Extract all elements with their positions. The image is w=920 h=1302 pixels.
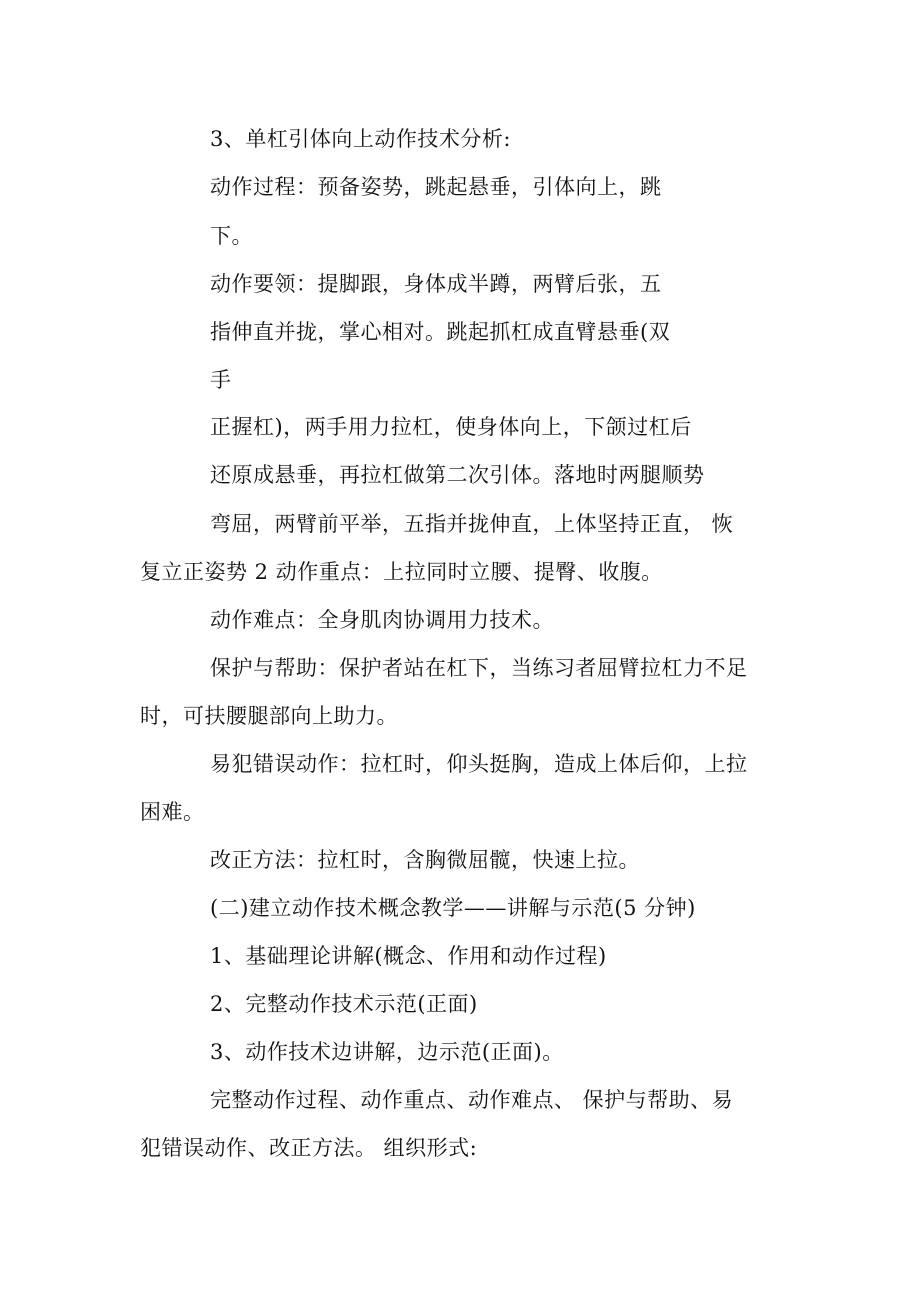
text-line-protection-2: 时，可扶腰腿部向上助力。 xyxy=(140,704,398,728)
text-line-analysis-heading: 3、单杠引体向上动作技术分析: xyxy=(210,127,511,151)
text-line-difficulty: 动作难点：全身肌肉协调用力技术。 xyxy=(210,608,554,632)
text-line-essentials-3: 手 xyxy=(210,368,232,392)
text-line-item-1: 1、基础理论讲解(概念、作用和动作过程) xyxy=(210,944,607,968)
text-line-summary-2: 犯错误动作、改正方法。 组织形式: xyxy=(140,1136,478,1160)
text-line-essentials-6: 弯屈，两臂前平举，五指并拢伸直，上体坚持正直， 恢 xyxy=(210,512,734,536)
text-line-protection: 保护与帮助：保护者站在杠下，当练习者屈臂拉杠力不足 xyxy=(210,656,748,680)
text-line-process-end: 下。 xyxy=(210,224,253,248)
text-line-essentials-2: 指伸直并拢，掌心相对。跳起抓杠成直臂悬垂(双 xyxy=(210,320,671,344)
text-line-essentials-4: 正握杠)，两手用力拉杠，使身体向上，下颌过杠后 xyxy=(210,415,692,439)
text-line-essentials-5: 还原成悬垂，再拉杠做第二次引体。落地时两腿顺势 xyxy=(210,463,705,487)
text-line-summary: 完整动作过程、动作重点、动作难点、 保护与帮助、易 xyxy=(210,1088,734,1112)
text-line-key-points: 复立正姿势 2 动作重点：上拉同时立腰、提臀、收腹。 xyxy=(140,560,663,584)
text-line-item-3: 3、动作技术边讲解，边示范(正面)。 xyxy=(210,1040,564,1064)
text-line-correction: 改正方法：拉杠时，含胸微屈髋，快速上拉。 xyxy=(210,848,640,872)
text-line-common-errors: 易犯错误动作：拉杠时，仰头挺胸，造成上体后仰，上拉 xyxy=(210,752,748,776)
text-line-section-heading: (二)建立动作技术概念教学——讲解与示范(5 分钟) xyxy=(210,896,696,920)
text-line-common-errors-2: 困难。 xyxy=(140,800,205,824)
text-line-item-2: 2、完整动作技术示范(正面) xyxy=(210,992,478,1016)
text-line-process: 动作过程：预备姿势，跳起悬垂，引体向上，跳 xyxy=(210,175,662,199)
text-line-essentials: 动作要领：提脚跟，身体成半蹲，两臂后张，五 xyxy=(210,272,662,296)
